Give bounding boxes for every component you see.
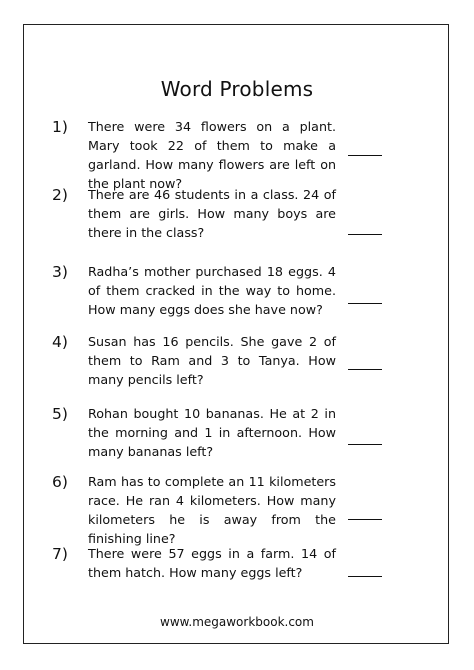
answer-line: [348, 369, 382, 370]
answer-line: [348, 519, 382, 520]
problem-text: There are 46 students in a class. 24 of them are girls. How many boys are there in the class?: [88, 187, 336, 240]
problem-number: 6): [52, 473, 68, 491]
problem-number: 1): [52, 118, 68, 136]
worksheet-title: Word Problems: [160, 77, 314, 101]
answer-line: [348, 444, 382, 445]
problem-number: 4): [52, 333, 68, 351]
problem-text: There were 57 eggs in a farm. 14 of them hatch. How many eggs left?: [88, 546, 336, 580]
answer-line: [348, 576, 382, 577]
answer-line: [348, 303, 382, 304]
problem-number: 7): [52, 545, 68, 563]
problem-number: 2): [52, 186, 68, 204]
problem-text: Rohan bought 10 bananas. He at 2 in the morning and 1 in afternoon. How many bananas left?: [88, 406, 336, 459]
problem-text: There were 34 flowers on a plant. Mary took 22 of them to make a garland. How many flowers are left on the plant now?: [88, 119, 336, 191]
footer-website: www.megaworkbook.com: [160, 615, 314, 629]
problem-text: Ram has to complete an 11 kilometers race. He ran 4 kilometers. How many kilometers he is away from the finishing line?: [88, 474, 336, 546]
worksheet-page: [23, 24, 449, 644]
answer-line: [348, 234, 382, 235]
answer-line: [348, 155, 382, 156]
problem-text: Susan has 16 pencils. She gave 2 of them to Ram and 3 to Tanya. How many pencils left?: [88, 334, 336, 387]
problem-text: Radha’s mother purchased 18 eggs. 4 of them cracked in the way to home. How many eggs does she have now?: [88, 264, 336, 317]
problem-number: 3): [52, 263, 68, 281]
problem-number: 5): [52, 405, 68, 423]
